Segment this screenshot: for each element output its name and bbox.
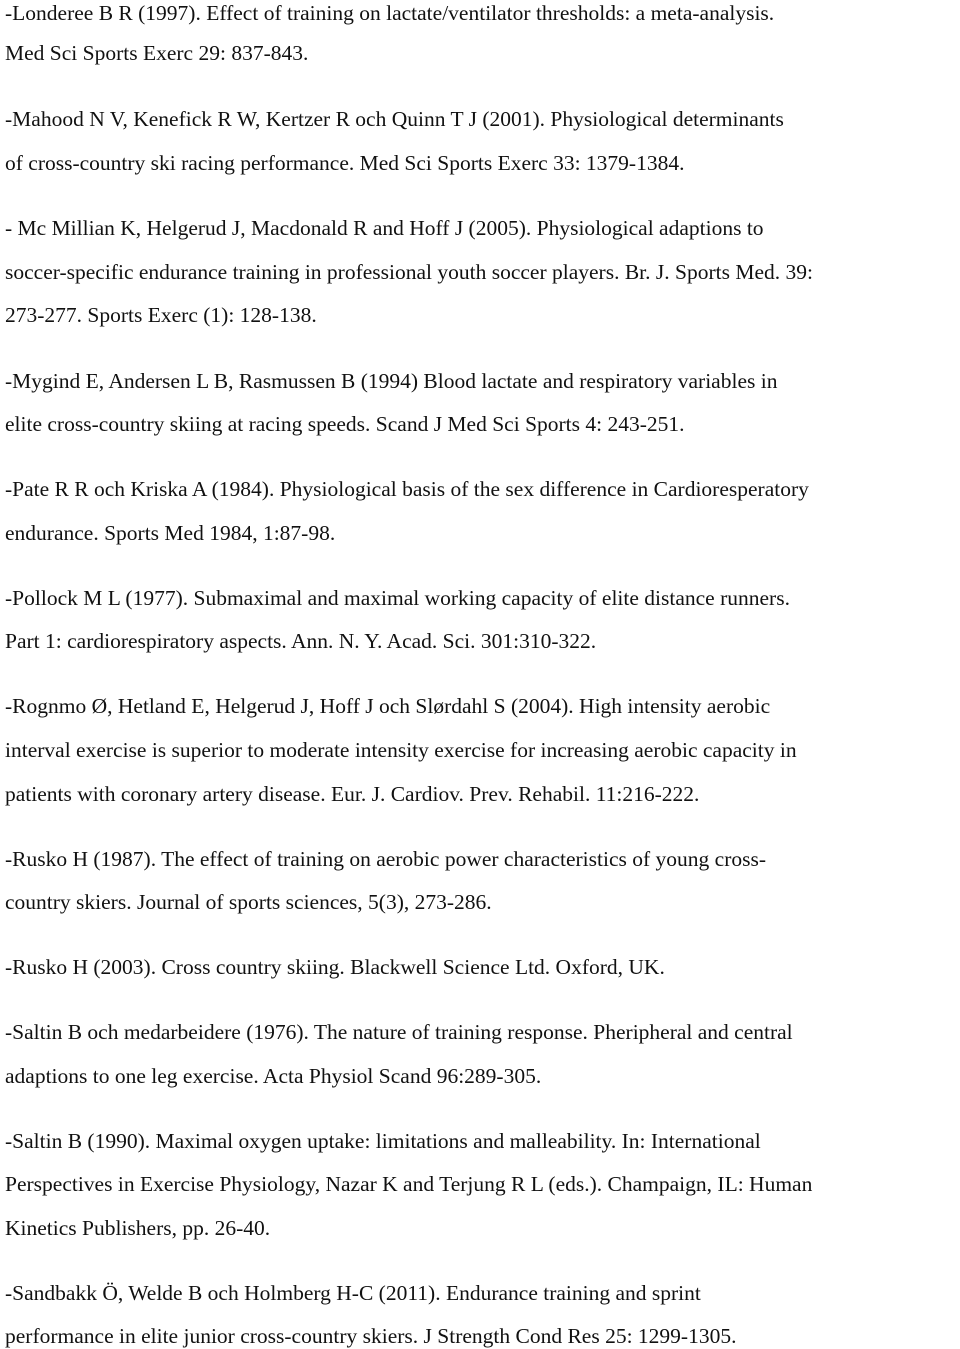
reference-line: -Saltin B och medarbeidere (1976). The nature of training response. Pheripheral and central (5, 1020, 793, 1044)
reference-line: Med Sci Sports Exerc 29: 837-843. (5, 41, 309, 65)
reference-line: -Londeree B R (1997). Effect of training on lactate/ventilator thresholds: a meta-analysis. (5, 1, 775, 25)
reference-line: -Sandbakk Ö, Welde B och Holmberg H-C (2011). Endurance training and sprint (5, 1281, 701, 1305)
reference-line: endurance. Sports Med 1984, 1:87-98. (5, 521, 336, 545)
reference-line: interval exercise is superior to moderate intensity exercise for increasing aerobic capacity in (5, 738, 797, 762)
reference-line: 273-277. Sports Exerc (1): 128-138. (5, 303, 317, 327)
reference-line: -Pollock M L (1977). Submaximal and maximal working capacity of elite distance runners. (5, 586, 790, 610)
reference-line: -Rusko H (1987). The effect of training on aerobic power characteristics of young cross- (5, 847, 767, 871)
reference-line: adaptions to one leg exercise. Acta Physiol Scand 96:289-305. (5, 1064, 542, 1088)
reference-line: -Mahood N V, Kenefick R W, Kertzer R och Quinn T J (2001). Physiological determinants (5, 107, 784, 131)
reference-line: -Saltin B (1990). Maximal oxygen uptake: limitations and malleability. In: International (5, 1129, 761, 1153)
reference-line: soccer-specific endurance training in professional youth soccer players. Br. J. Sports Med. 39: (5, 260, 813, 284)
reference-line: -Rognmo Ø, Hetland E, Helgerud J, Hoff J och Slørdahl S (2004). High intensity aerobic (5, 694, 771, 718)
reference-line: -Rusko H (2003). Cross country skiing. Blackwell Science Ltd. Oxford, UK. (5, 955, 665, 979)
reference-line: Perspectives in Exercise Physiology, Nazar K and Terjung R L (eds.). Champaign, IL: Human (5, 1172, 813, 1196)
reference-line: performance in elite junior cross-country skiers. J Strength Cond Res 25: 1299-1305. (5, 1324, 737, 1348)
reference-line: Part 1: cardiorespiratory aspects. Ann. N. Y. Acad. Sci. 301:310-322. (5, 629, 597, 653)
reference-line: - Mc Millian K, Helgerud J, Macdonald R and Hoff J (2005). Physiological adaptions to (5, 216, 764, 240)
reference-line: patients with coronary artery disease. Eur. J. Cardiov. Prev. Rehabil. 11:216-222. (5, 782, 700, 806)
reference-line: country skiers. Journal of sports sciences, 5(3), 273-286. (5, 890, 492, 914)
reference-line: Kinetics Publishers, pp. 26-40. (5, 1216, 271, 1240)
reference-line: elite cross-country skiing at racing speeds. Scand J Med Sci Sports 4: 243-251. (5, 412, 685, 436)
reference-line: of cross-country ski racing performance. Med Sci Sports Exerc 33: 1379-1384. (5, 151, 685, 175)
reference-line: -Pate R R och Kriska A (1984). Physiological basis of the sex difference in Cardioresperatory (5, 477, 809, 501)
reference-line: -Mygind E, Andersen L B, Rasmussen B (1994) Blood lactate and respiratory variables in (5, 369, 778, 393)
